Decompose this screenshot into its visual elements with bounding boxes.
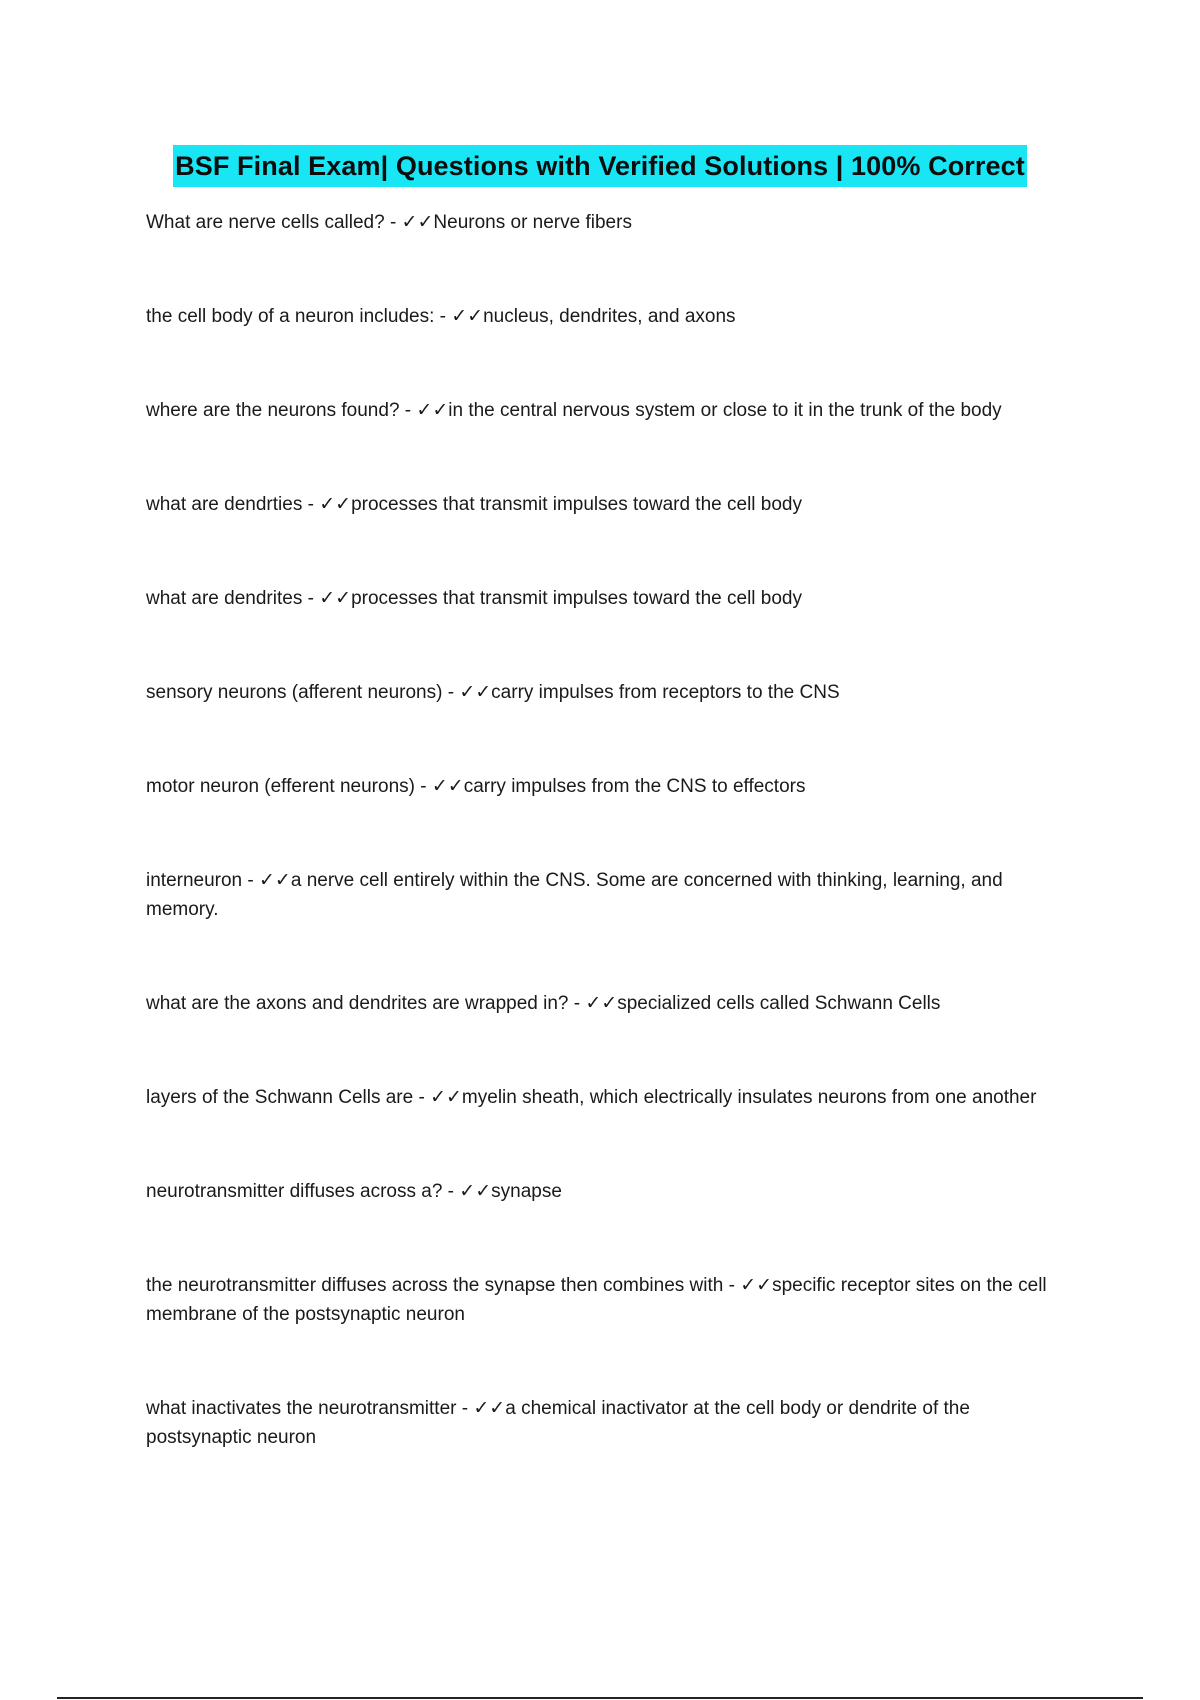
answer-separator: - ✓✓ [568,993,618,1014]
question-text: neurotransmitter diffuses across a? [146,1181,443,1202]
answer-text: synapse [491,1181,562,1202]
answer-text: specific receptor sites on the cell membrane of the postsynaptic neuron [146,1275,1047,1325]
qa-item [146,1271,1066,1329]
question-text: what are dendrites [146,588,303,609]
qa-item [146,678,1066,707]
qa-item [146,1177,1066,1206]
answer-separator: - ✓✓ [413,1087,462,1108]
question-text: what are dendrties [146,494,303,515]
answer-separator: - ✓✓ [723,1275,773,1296]
answer-text: a nerve cell entirely within the CNS. Some are concerned with thinking, learning, and memory. [146,870,1003,920]
answer-separator: - ✓✓ [442,1181,492,1202]
question-text: sensory neurons (afferent neurons) [146,682,443,703]
answer-text: carry impulses from receptors to the CNS [491,682,840,703]
question-text: what inactivates the neurotransmitter [146,1398,457,1419]
question-text: what are the axons and dendrites are wrapped in? [146,993,569,1014]
answer-separator: - ✓✓ [456,1398,506,1419]
answer-text: processes that transmit impulses toward the cell body [351,588,802,609]
answer-separator: - ✓✓ [302,494,352,515]
answer-separator: - ✓✓ [434,306,484,327]
answer-text: carry impulses from the CNS to effectors [463,776,806,797]
qa-item [146,302,1066,331]
answer-separator: - ✓✓ [384,212,434,233]
footer-divider [57,1697,1143,1699]
qa-item [146,208,1066,237]
question-text: the cell body of a neuron includes: [146,306,435,327]
qa-item [146,584,1066,613]
answer-separator: - ✓✓ [399,400,449,421]
answer-text: nucleus, dendrites, and axons [483,306,736,327]
qa-item [146,1083,1066,1112]
qa-item [146,1394,1066,1452]
answer-separator: - ✓✓ [242,870,291,891]
question-text: motor neuron (efferent neurons) [146,776,415,797]
answer-text: in the central nervous system or close to it in the trunk of the body [448,400,1002,421]
question-text: layers of the Schwann Cells are [146,1087,414,1108]
answer-separator: - ✓✓ [414,776,464,797]
document-title: BSF Final Exam| Questions with Verified Solutions | 100% Correct [173,145,1027,187]
qa-item [146,866,1066,924]
answer-text: a chemical inactivator at the cell body or dendrite of the postsynaptic neuron [146,1398,970,1448]
answer-text: myelin sheath, which electrically insulates neurons from one another [461,1087,1037,1108]
answer-text: processes that transmit impulses toward the cell body [351,494,802,515]
qa-list [146,208,1066,1517]
qa-item [146,490,1066,519]
qa-item [146,396,1066,425]
question-text: What are nerve cells called? [146,212,385,233]
title-container [0,145,1200,187]
question-text: interneuron [146,870,243,891]
answer-text: specialized cells called Schwann Cells [617,993,941,1014]
answer-separator: - ✓✓ [302,588,352,609]
question-text: the neurotransmitter diffuses across the synapse then combines with [146,1275,724,1296]
qa-item [146,989,1066,1018]
question-text: where are the neurons found? [146,400,400,421]
qa-item [146,772,1066,801]
answer-separator: - ✓✓ [442,682,492,703]
answer-text: Neurons or nerve fibers [433,212,632,233]
